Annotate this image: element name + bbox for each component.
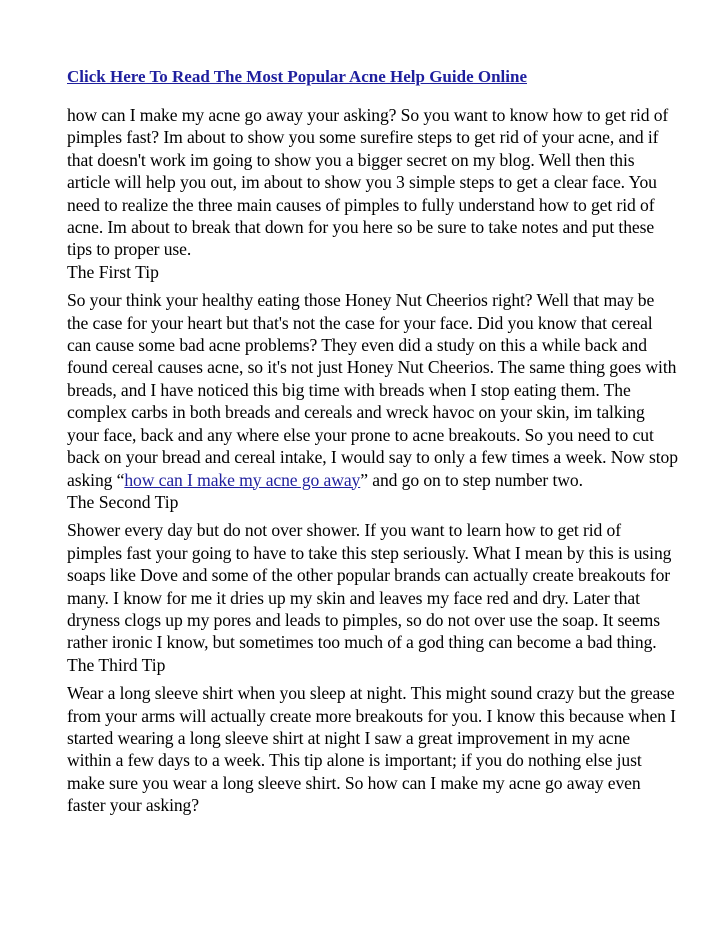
first-tip-heading: The First Tip (67, 261, 159, 282)
first-tip-after-text: ” and go on to step number two. (360, 469, 583, 490)
intro-paragraph: how can I make my acne go away your asking? So you want to know how to get rid of pimples fast? Im about to show you some surefire steps to get rid of your acne, and if that doesn't work im going to show you a bigger secret on my blog. Well then this article will help you out, im about to show you 3 simple steps to get a clear face. You need to realize the three main causes of pimples to fully understand how to get rid of acne. Im about to break that down for you here so be sure to take notes and put these tips to proper use. (67, 105, 669, 260)
second-tip-paragraph: Shower every day but do not over shower. If you want to learn how to get rid of pimples fast your going to have to take this step seriously. What I mean by this is using soaps like Dove and some of the other popular brands can actually create breakouts for many. I know for me it dries up my skin and leaves my face red and dry. Later that dryness clogs up my pores and leads to pimples, so do not over use the soap. It seems rather ironic I know, but sometimes too much of a god thing can become a bad thing. (67, 520, 672, 653)
acne-go-away-link[interactable]: how can I make my acne go away (124, 469, 361, 490)
first-tip-text: So your think your healthy eating those Honey Nut Cheerios right? Well that may be the case for your heart but that's not the case for your face. Did you know that cereal can cause some bad acne problems? They even did a study on this a while back and found cereal causes acne, so it's not just Honey Nut Cheerios. The same thing goes with breads, and I have noticed this big time with breads when I stop eating them. The complex carbs in both breads and cereals and wreck havoc on your skin, im talking your face, back and any where else your prone to acne breakouts. So you need to cut back on your bread and cereal intake, I would say to only a few times a week. Now stop asking “ (67, 290, 678, 490)
first-tip-paragraph (67, 289, 678, 491)
second-tip-heading: The Second Tip (67, 491, 179, 512)
third-tip-heading: The Third Tip (67, 654, 166, 675)
guide-title-link[interactable]: Click Here To Read The Most Popular Acne Help Guide Online (67, 67, 527, 86)
third-tip-paragraph: Wear a long sleeve shirt when you sleep at night. This might sound crazy but the grease from your arms will actually create more breakouts for you. I know this because when I started wearing a long sleeve shirt at night I saw a great improvement in my acne within a few days to a week. This tip alone is important; if you do nothing else just make sure you wear a long sleeve shirt. So how can I make my acne go away even faster your asking? (67, 683, 676, 816)
